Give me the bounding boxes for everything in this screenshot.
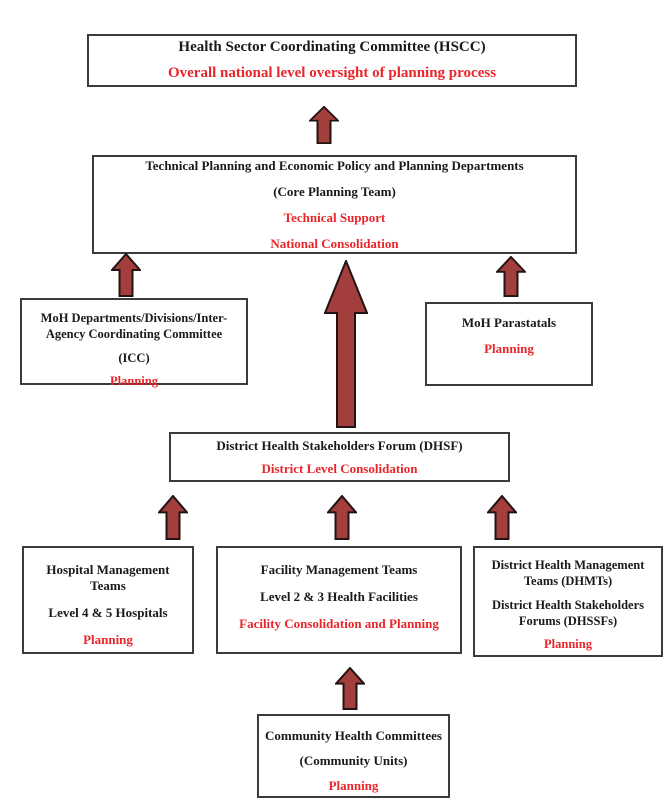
- node-dhmt: [473, 546, 663, 657]
- up-arrow-icon: [111, 253, 141, 297]
- node-dhsf: [169, 432, 510, 482]
- node-facility-subtitle: Level 2 & 3 Health Facilities: [260, 589, 418, 604]
- node-community: [257, 714, 450, 798]
- node-hospital-role: Planning: [83, 632, 133, 647]
- node-icc: [20, 298, 248, 388]
- node-community-role: Planning: [328, 778, 379, 793]
- node-core-planning: [92, 155, 577, 254]
- up-arrow-icon: [487, 495, 517, 540]
- up-arrow-icon: [327, 495, 357, 540]
- up-arrow-icon: [335, 667, 365, 710]
- node-dhsf-role: District Level Consolidation: [261, 460, 418, 476]
- up-arrow-icon: [158, 495, 188, 540]
- node-hospital-management: [22, 546, 194, 654]
- node-dhmt-role: Planning: [544, 637, 592, 651]
- up-arrow-icon: [309, 106, 339, 144]
- node-hospital-title: Hospital Management Teams: [46, 562, 170, 593]
- node-hospital-subtitle: Level 4 & 5 Hospitals: [48, 605, 168, 620]
- node-facility-title: Facility Management Teams: [260, 562, 418, 577]
- node-core-title: Technical Planning and Economic Policy and Planning Departments: [145, 157, 524, 173]
- up-arrow-icon: [496, 256, 526, 297]
- node-icc-role: Planning: [110, 373, 158, 388]
- node-hscc: [87, 34, 577, 87]
- node-hscc-title: Health Sector Coordinating Committee (HSCC): [178, 39, 486, 55]
- node-parastatals: [425, 302, 593, 386]
- node-parastatals-title: MoH Parastatals: [461, 315, 557, 330]
- node-facility-management: [216, 546, 462, 654]
- node-dhmt-subtitle: District Health Stakeholders Forums (DHSSFs): [491, 597, 645, 628]
- node-parastatals-role: Planning: [484, 341, 534, 356]
- node-icc-title: MoH Departments/Divisions/Inter-Agency Coordinating Committee: [40, 311, 228, 342]
- node-core-role2: National Consolidation: [270, 235, 399, 251]
- up-arrow-icon: [324, 260, 368, 428]
- node-hscc-role: Overall national level oversight of planning process: [167, 65, 497, 81]
- node-core-subtitle: (Core Planning Team): [273, 183, 396, 199]
- node-core-role1: Technical Support: [283, 209, 386, 225]
- node-community-title: Community Health Committees: [265, 728, 442, 743]
- node-icc-subtitle: (ICC): [118, 350, 150, 365]
- node-community-subtitle: (Community Units): [299, 753, 408, 768]
- node-dhsf-title: District Health Stakeholders Forum (DHSF): [216, 437, 463, 453]
- node-facility-role: Facility Consolidation and Planning: [239, 616, 439, 631]
- node-dhmt-title: District Health Management Teams (DHMTs): [491, 558, 645, 589]
